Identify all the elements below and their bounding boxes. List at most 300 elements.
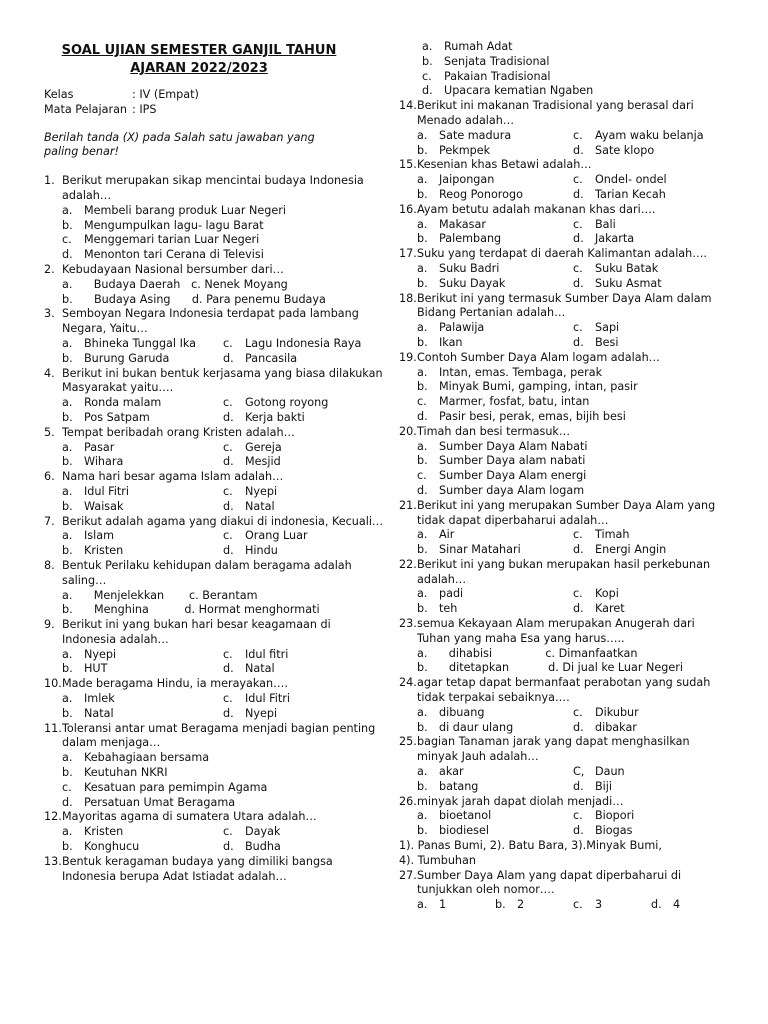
option-letter: d. (573, 276, 584, 290)
option-text: Natal (245, 499, 275, 513)
option-letter: b. (417, 232, 428, 246)
option-letter: b. (417, 720, 428, 734)
answer-option (62, 441, 223, 456)
mapel-row (44, 103, 384, 118)
question-item (44, 855, 384, 885)
question-text-row (399, 203, 729, 218)
question-text-row (44, 426, 384, 441)
answer-option (417, 528, 573, 543)
option-row (417, 366, 729, 381)
option-letter: a. (417, 809, 428, 823)
answer-option (62, 485, 223, 500)
option-letter: b. (62, 840, 73, 854)
option-row (417, 173, 729, 188)
option-text: Jaipongan (439, 173, 495, 187)
question-text: Sumber Daya Alam yang dapat diperbaharui di tunjukkan oleh nomor…. (417, 868, 682, 897)
option-text: Suku Dayak (439, 276, 506, 290)
option-row (62, 662, 384, 677)
question-item (44, 470, 384, 514)
option-letter: d. (223, 351, 234, 365)
question-item (399, 292, 729, 351)
option-row (417, 543, 729, 558)
option-list (417, 218, 729, 248)
title-line-2: AJARAN 2022/2023 (130, 61, 268, 76)
question-text: Kebudayaan Nasional bersumber dari… (62, 262, 284, 276)
option-row (417, 454, 729, 469)
question-number: 15. (399, 158, 417, 172)
option-row (417, 824, 729, 839)
option-text: teh (439, 602, 458, 616)
option-text: Timah (595, 528, 630, 542)
option-text: Ondel- ondel (595, 173, 667, 187)
answer-option (223, 352, 384, 367)
option-list (417, 809, 729, 839)
question-number: 7. (44, 514, 55, 528)
option-text: Nyepi (245, 706, 278, 720)
option-list (62, 441, 384, 471)
question-text: Ayam betutu adalah makanan khas dari…. (417, 202, 656, 216)
option-letter: d. (223, 544, 234, 558)
question-item (44, 559, 384, 618)
question-text-row (399, 499, 729, 529)
answer-option (62, 396, 223, 411)
answer-option (651, 898, 729, 913)
answer-option (417, 454, 729, 469)
option-row (417, 706, 729, 721)
option-row (417, 144, 729, 159)
option-letter: a. (417, 765, 428, 779)
option-text: Sate madura (439, 128, 512, 142)
question-text-row (44, 810, 384, 825)
option-text: Reog Ponorogo (439, 187, 523, 201)
option-text: Suku Badri (439, 261, 500, 275)
question-text: Tempat beribadah orang Kristen adalah… (62, 425, 295, 439)
option-row (422, 84, 729, 99)
option-letter: b. (417, 276, 428, 290)
mapel-value: : IPS (132, 102, 157, 116)
option-text: Konghucu (84, 840, 140, 854)
answer-option (417, 173, 573, 188)
option-letter: a. (62, 825, 73, 839)
option-row (62, 781, 384, 796)
question-text: Berikut ini yang merupakan Sumber Daya Alam yang tidak dapat diperbaharui adalah… (417, 498, 716, 527)
question-number: 13. (44, 854, 62, 868)
option-text: Sate klopo (595, 143, 655, 157)
option-letter: c. (573, 528, 583, 542)
option-text: Keutuhan NKRI (84, 766, 168, 780)
option-letter: d. (223, 706, 234, 720)
option-row (62, 500, 384, 515)
option-row (417, 587, 729, 602)
option-letter: c. (223, 529, 233, 543)
question-text: Berikut ini yang bukan merupakan hasil perkebunan adalah… (417, 557, 711, 586)
option-list (417, 173, 729, 203)
option-row (62, 544, 384, 559)
option-letter: a. (417, 261, 428, 275)
option-text: batang (439, 779, 479, 793)
option-list (62, 204, 384, 263)
option-text: HUT (84, 662, 108, 676)
answer-option (573, 824, 729, 839)
option-row (417, 484, 729, 499)
option-text: Intan, emas. Tembaga, perak (439, 365, 603, 379)
option-letter: a. (417, 439, 428, 453)
left-column (44, 0, 384, 884)
option-list (417, 765, 729, 795)
question-text-row (44, 618, 384, 648)
answer-option (223, 337, 384, 352)
answer-option (223, 441, 384, 456)
question-text-row (44, 307, 384, 337)
option-text: Jakarta (595, 232, 635, 246)
answer-option (417, 440, 729, 455)
answer-option (417, 336, 573, 351)
option-letter: c. (62, 233, 72, 247)
option-row (62, 796, 384, 811)
option-letter: a. (422, 40, 433, 53)
option-letter: c. (573, 809, 583, 823)
question-number: 11. (44, 721, 62, 735)
option-row (62, 204, 384, 219)
answer-option (62, 825, 223, 840)
answer-option (417, 780, 573, 795)
free-line-1: 1). Panas Bumi, 2). Batu Bara, 3).Minyak Bumi, (399, 839, 662, 853)
option-letter: d. (62, 795, 73, 809)
option-letter: d. (417, 483, 428, 497)
option-text: Sumber daya Alam logam (439, 483, 585, 497)
option-list (62, 337, 384, 367)
option-letter: c. (573, 173, 583, 187)
option-row (62, 825, 384, 840)
option-text: Gotong royong (245, 396, 329, 410)
option-letter: a. (62, 396, 73, 410)
question-text: Toleransi antar umat Beragama menjadi bagian penting dalam menjaga… (62, 721, 376, 750)
option-row (417, 410, 729, 425)
option-letter: b. (417, 824, 428, 838)
option-row (62, 233, 384, 248)
answer-option (62, 692, 223, 707)
option-letter: b. (417, 187, 428, 201)
answer-option (223, 455, 384, 470)
question-text-row (44, 855, 384, 885)
option-letter: b. (62, 218, 73, 232)
question-number: 24. (399, 676, 417, 690)
option-row (417, 469, 729, 484)
answer-option (223, 396, 384, 411)
option-row (417, 380, 729, 395)
option-text: Marmer, fosfat, batu, intan (439, 395, 590, 409)
question-text-row (399, 292, 729, 322)
answer-option (573, 765, 729, 780)
answer-option (62, 411, 223, 426)
option-list (62, 751, 384, 810)
option-text: 3 (595, 898, 603, 912)
option-text: Bhineka Tunggal Ika (84, 336, 197, 350)
option-text: Dayak (245, 825, 281, 839)
option-text: Makasar (439, 217, 486, 231)
question-item (44, 174, 384, 263)
option-text: Sumber Daya Alam energi (439, 469, 587, 483)
answer-option (62, 796, 382, 811)
answer-option (223, 411, 384, 426)
right-column (399, 40, 729, 913)
option-row (62, 248, 384, 263)
option-row (417, 765, 729, 780)
option-letter: d. (573, 824, 584, 838)
question-number: 1. (44, 174, 55, 188)
option-row (422, 40, 729, 55)
option-list (62, 648, 384, 678)
option-text: Suku Batak (595, 261, 659, 275)
option-row (62, 441, 384, 456)
answer-option (573, 277, 729, 292)
option-text: Ronda malam (84, 396, 162, 410)
answer-option (62, 781, 382, 796)
question-text: Berikut ini yang termasuk Sumber Daya Alam dalam Bidang Pertanian adalah… (417, 291, 712, 320)
option-list (62, 529, 384, 559)
answer-option (422, 55, 729, 70)
answer-option (417, 321, 573, 336)
question-item (399, 351, 729, 425)
option-text: Nyepi (84, 647, 117, 661)
question-text-row (44, 515, 384, 530)
question-text-row (399, 869, 729, 899)
question-text-row (399, 795, 729, 810)
option-letter: c. (223, 336, 233, 350)
option-list (62, 825, 384, 855)
option-letter: c. (223, 825, 233, 839)
answer-option (62, 337, 223, 352)
option-row (62, 485, 384, 500)
option-list (62, 396, 384, 426)
option-letter: b. (417, 143, 428, 157)
option-letter: d. (573, 779, 584, 793)
answer-option (62, 544, 223, 559)
answer-option (417, 395, 729, 410)
option-text: Bali (595, 217, 616, 231)
answer-option (223, 707, 384, 722)
option-text: Kesatuan para pemimpin Agama (84, 780, 268, 794)
answer-option (223, 840, 384, 855)
option-text: Gereja (245, 440, 282, 454)
option-text: Minyak Bumi, gamping, intan, pasir (439, 380, 638, 394)
option-text: Dikubur (595, 705, 639, 719)
option-text: 2 (517, 898, 525, 912)
option-letter: b. (62, 499, 73, 513)
question-number: 14. (399, 99, 417, 113)
option-list (417, 706, 729, 736)
option-text: dibakar (595, 720, 637, 734)
answer-option (573, 602, 729, 617)
option-row (62, 840, 384, 855)
answer-option (223, 662, 384, 677)
option-text: Sumber Daya Alam Nabati (439, 439, 588, 453)
answer-option (417, 543, 573, 558)
option-text: Sapi (595, 321, 620, 335)
option-text: dibuang (439, 705, 485, 719)
answer-option (62, 455, 223, 470)
option-text: Mengumpulkan lagu- lagu Barat (84, 218, 264, 232)
option-letter: c. (223, 440, 233, 454)
option-row: a. Budaya Daerah c. Nenek Moyang (62, 277, 288, 291)
option-text: Suku Asmat (595, 276, 662, 290)
free-line-2: 4). Tumbuhan (399, 853, 476, 867)
option-letter: c. (573, 217, 583, 231)
question-text-row (44, 722, 384, 752)
answer-option (495, 898, 573, 913)
option-letter: d. (573, 232, 584, 246)
question-item (44, 618, 384, 677)
question-text: Berikut merupakan sikap mencintai budaya Indonesia adalah… (62, 174, 364, 202)
question-text-row (44, 677, 384, 692)
option-row (62, 751, 384, 766)
option-text: Besi (595, 335, 619, 349)
answer-option (573, 780, 729, 795)
option-text: Palawija (439, 321, 485, 335)
option-text: Kristen (84, 825, 124, 839)
answer-option (62, 751, 382, 766)
q13-options (422, 40, 729, 99)
answer-option (573, 543, 729, 558)
answer-option (417, 809, 573, 824)
option-text: Burung Garuda (84, 351, 170, 365)
instruction: Berilah tanda (X) pada Salah satu jawaban yang paling benar! (44, 130, 315, 159)
answer-option (417, 262, 573, 277)
option-letter: d. (417, 409, 428, 423)
answer-option (62, 219, 382, 234)
option-text: Ayam waku belanja (595, 128, 704, 142)
option-letter: d. (573, 143, 584, 157)
option-list (62, 278, 384, 308)
option-text: Menonton tari Cerana di Televisi (84, 248, 264, 262)
option-letter: b. (495, 898, 506, 912)
option-letter: a. (417, 217, 428, 231)
answer-option (417, 188, 573, 203)
answer-option (417, 410, 729, 425)
question-text-row (399, 558, 729, 588)
option-text: Natal (84, 706, 114, 720)
question-item (399, 99, 729, 158)
option-row (422, 55, 729, 70)
option-row (417, 440, 729, 455)
option-row (62, 352, 384, 367)
question-text-row (399, 617, 729, 647)
option-letter: d. (223, 840, 234, 854)
question-text: Berikut ini bukan bentuk kerjasama yang biasa dilakukan Masyarakat yaitu…. (62, 366, 383, 395)
question-number: 26. (399, 794, 417, 808)
answer-option (573, 188, 729, 203)
option-text: Wihara (84, 455, 124, 469)
answer-option (62, 529, 223, 544)
answer-option (573, 262, 729, 277)
option-text: Orang Luar (245, 529, 308, 543)
answer-option (417, 706, 573, 721)
answer-option (573, 809, 729, 824)
option-text: Hindu (245, 544, 278, 558)
option-text: Senjata Tradisional (444, 54, 550, 68)
question-text-row (44, 470, 384, 485)
option-letter: d. (573, 720, 584, 734)
option-row (417, 898, 729, 913)
question-number: 2. (44, 262, 55, 276)
question-list-left (44, 174, 384, 884)
option-row (62, 707, 384, 722)
question-number: 5. (44, 425, 55, 439)
option-row (422, 70, 729, 85)
question-text: Suku yang terdapat di daerah Kalimantan adalah…. (417, 247, 707, 261)
option-text: Sumber Daya alam nabati (439, 454, 586, 468)
answer-option (573, 218, 729, 233)
answer-option (223, 544, 384, 559)
question-text: Made beragama Hindu, ia merayakan…. (62, 677, 288, 691)
option-letter: d. (223, 455, 234, 469)
option-letter: c. (573, 321, 583, 335)
question-text-row (399, 247, 729, 262)
option-row (417, 336, 729, 351)
question-number: 27. (399, 868, 417, 882)
answer-option (573, 706, 729, 721)
option-text: Pekmpek (439, 143, 491, 157)
answer-option (223, 825, 384, 840)
option-text: Biopori (595, 809, 635, 823)
question-item (44, 263, 384, 307)
question-text-row (399, 735, 729, 765)
question-number: 18. (399, 291, 417, 305)
answer-option (422, 84, 729, 99)
kelas-value: : IV (Empat) (132, 88, 199, 101)
question-text: Berikut ini makanan Tradisional yang berasal dari Menado adalah… (417, 99, 694, 127)
option-text: padi (439, 587, 464, 601)
option-letter: c. (62, 780, 72, 794)
option-letter: a. (62, 692, 73, 706)
option-letter: b. (62, 706, 73, 720)
option-row (417, 528, 729, 543)
question-item (44, 307, 384, 366)
option-letter: d. (573, 602, 584, 616)
question-text: Nama hari besar agama Islam adalah… (62, 470, 284, 484)
option-letter: d. (573, 335, 584, 349)
option-text: Pasir besi, perak, emas, bijih besi (439, 409, 626, 423)
option-text: Menggemari tarian Luar Negeri (84, 233, 260, 247)
option-letter: a. (62, 529, 73, 543)
option-letter: c. (573, 128, 583, 142)
option-letter: c. (573, 705, 583, 719)
answer-option (417, 380, 729, 395)
mapel-label: Mata Pelajaran (44, 102, 128, 116)
question-text: Berikut ini yang bukan hari besar keagamaan di Indonesia adalah… (62, 618, 331, 646)
question-text: Kesenian khas Betawi adalah… (417, 158, 592, 172)
option-letter: b. (62, 410, 73, 424)
question-number: 23. (399, 617, 417, 631)
option-text: Kebahagiaan bersama (84, 751, 210, 765)
option-letter: b. (417, 380, 428, 394)
option-text: Mesjid (245, 455, 281, 469)
option-letter: a. (417, 705, 428, 719)
option-letter: c. (573, 898, 583, 912)
answer-option (223, 692, 384, 707)
option-row (417, 262, 729, 277)
answer-option (417, 765, 573, 780)
option-text: Membeli barang produk Luar Negeri (84, 203, 286, 217)
option-letter: a. (417, 321, 428, 335)
option-text: bioetanol (439, 809, 492, 823)
option-row (417, 218, 729, 233)
option-list (417, 129, 729, 159)
option-letter: c. (223, 647, 233, 661)
option-list (417, 440, 729, 499)
question-text-row (399, 99, 729, 129)
answer-option (417, 721, 573, 736)
